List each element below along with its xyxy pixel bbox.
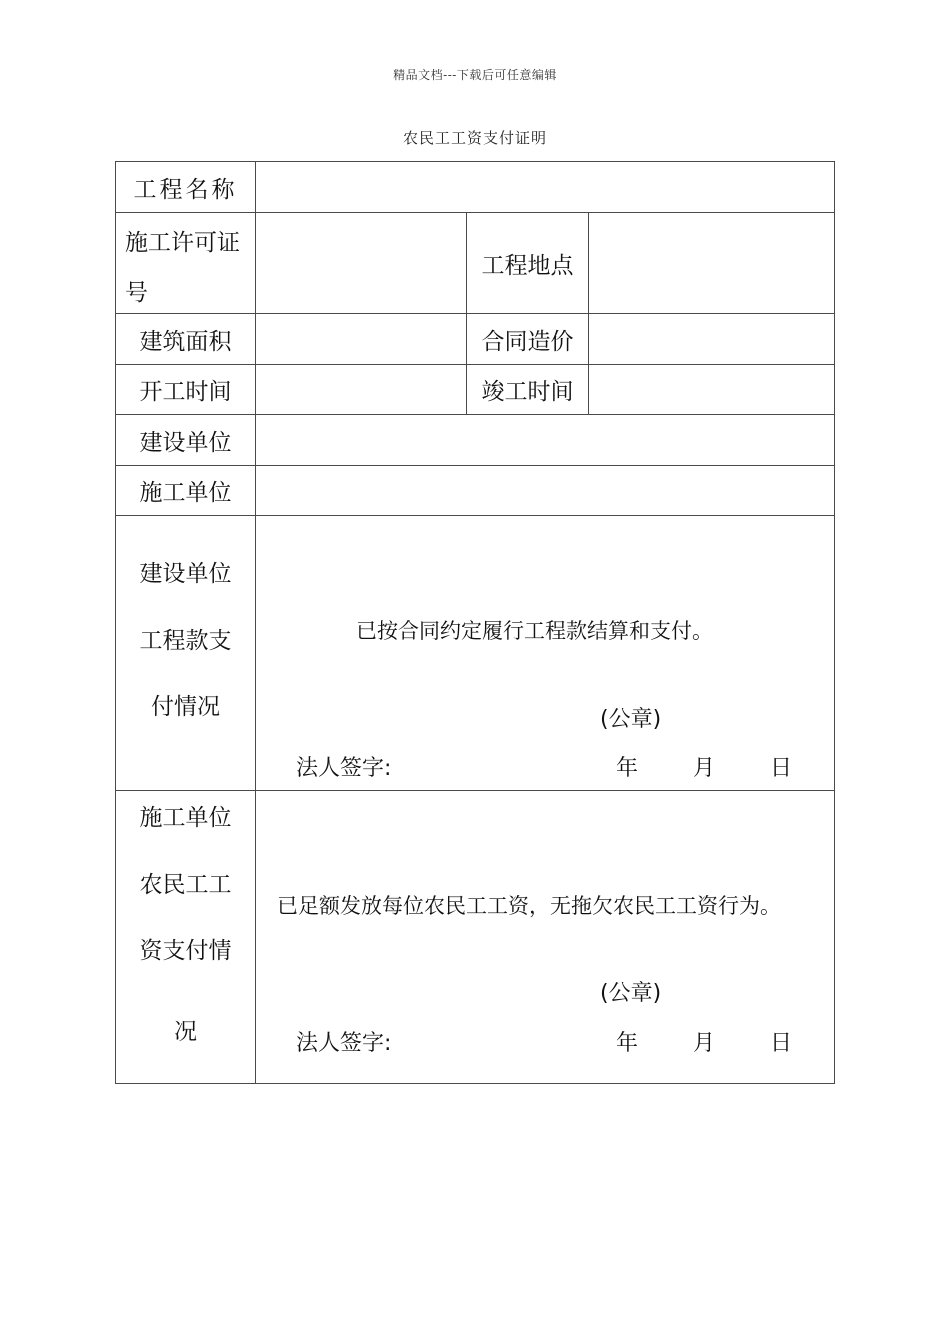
contractor-wage-label-line2: 农民工工	[139, 872, 232, 898]
owner-payment-content[interactable]	[255, 515, 835, 791]
permit-label-line2: 号	[125, 280, 148, 306]
contractor-seal-label: (公章)	[600, 981, 662, 1006]
owner-seal-label: (公章)	[600, 707, 662, 732]
contractor-wage-label-line3: 资支付情	[139, 938, 232, 964]
start-time-label: 开工时间	[139, 379, 232, 405]
project-name-label: 工程名称	[133, 176, 238, 203]
completion-time-field[interactable]	[588, 364, 835, 415]
start-time-field[interactable]	[255, 364, 467, 415]
completion-time-label: 竣工时间	[481, 379, 574, 405]
permit-number-field[interactable]	[255, 212, 467, 314]
contractor-unit-label: 施工单位	[139, 480, 232, 506]
project-location-label: 工程地点	[481, 252, 574, 279]
building-area-label: 建筑面积	[139, 328, 232, 355]
project-location-field[interactable]	[588, 212, 835, 314]
document-title: 农民工工资支付证明	[402, 129, 547, 147]
permit-label-line1: 施工许可证	[125, 230, 240, 256]
contractor-wage-statement: 已足额发放每位农民工工资，无拖欠农民工工资行为。	[277, 894, 781, 918]
building-area-field[interactable]	[255, 313, 467, 365]
contractor-day-label: 日	[770, 1031, 793, 1056]
owner-unit-field[interactable]	[255, 414, 835, 466]
contractor-year-label: 年	[616, 1031, 639, 1056]
header-note: 精品文档---下载后可任意编辑	[393, 68, 557, 82]
contract-price-label: 合同造价	[481, 328, 574, 355]
contractor-wage-label-line4: 况	[174, 1019, 197, 1045]
contractor-signature-label: 法人签字:	[296, 1031, 392, 1056]
owner-payment-label-line1: 建设单位	[139, 561, 232, 587]
owner-day-label: 日	[770, 756, 793, 781]
owner-payment-statement: 已按合同约定履行工程款结算和支付。	[356, 619, 713, 643]
contractor-month-label: 月	[693, 1031, 716, 1056]
owner-month-label: 月	[693, 756, 716, 781]
owner-year-label: 年	[616, 756, 639, 781]
owner-signature-label: 法人签字:	[296, 756, 392, 781]
contractor-unit-field[interactable]	[255, 465, 835, 516]
project-name-field[interactable]	[255, 161, 835, 213]
contractor-wage-label-line1: 施工单位	[139, 805, 232, 831]
contract-price-field[interactable]	[588, 313, 835, 365]
owner-payment-label-line3: 付情况	[151, 694, 220, 720]
owner-payment-label-line2: 工程款支	[139, 628, 232, 654]
owner-unit-label: 建设单位	[139, 429, 232, 456]
